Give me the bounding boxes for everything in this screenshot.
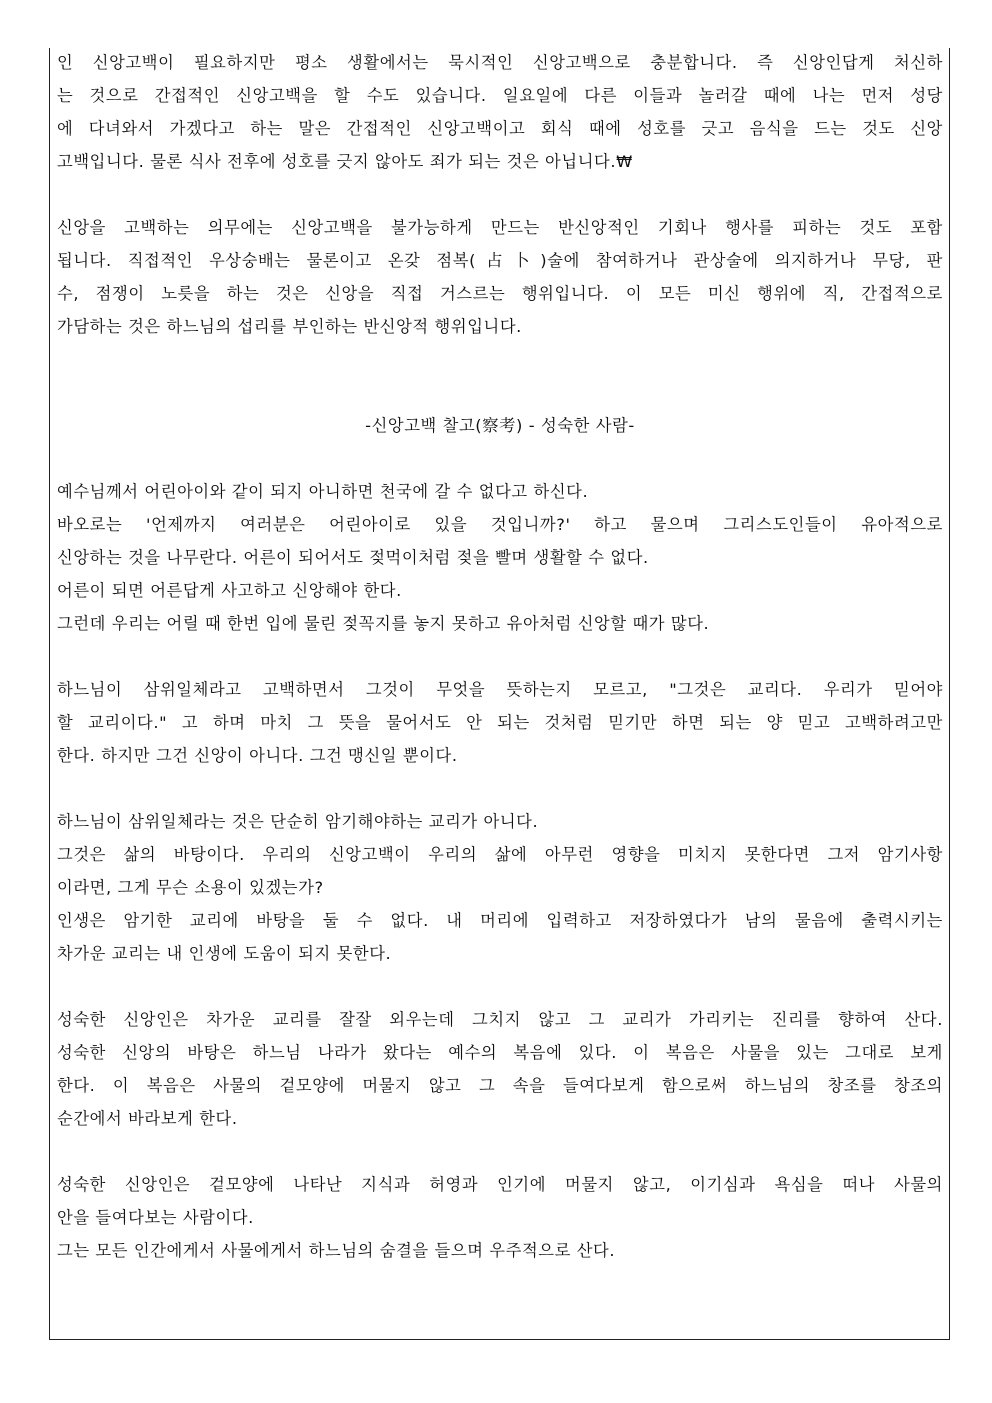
- text-line: 할 교리이다." 고 하며 마치 그 뜻을 물어서도 안 되는 것처럼 믿기만 하면 되는 양 믿고 고백하려고만: [57, 713, 943, 732]
- paragraph-implicit-confession: [57, 46, 943, 178]
- text-line: 는 것으로 간접적인 신앙고백을 할 수도 있습니다. 일요일에 다른 이들과 놀러갈 때에 나는 먼저 성당: [57, 86, 943, 105]
- text-line: 한다. 이 복음은 사물의 겉모양에 머물지 않고 그 속을 들여다보게 함으로써 하느님의 창조를 창조의: [57, 1076, 943, 1095]
- text-line: 하느님이 삼위일체라는 것은 단순히 암기해야하는 교리가 아니다.: [57, 812, 539, 831]
- text-line: 그런데 우리는 어릴 때 한번 입에 물린 젖꼭지를 놓지 못하고 유아처럼 신앙할 때가 많다.: [57, 614, 710, 633]
- text-line: 그는 모든 인간에게서 사물에게서 하느님의 숨결을 들으며 우주적으로 산다.: [57, 1241, 616, 1260]
- text-line: 차가운 교리는 내 인생에 도움이 되지 못한다.: [57, 944, 392, 963]
- text-line: 수, 점쟁이 노릇을 하는 것은 신앙을 직접 거스르는 행위입니다. 이 모든 미신 행위에 직, 간접적으로: [57, 284, 943, 303]
- text-line: 인 신앙고백이 필요하지만 평소 생활에서는 묵시적인 신앙고백으로 충분합니다. 즉 신앙인답게 처신하: [57, 53, 943, 72]
- text-line: 안을 들여다보는 사람이다.: [57, 1208, 254, 1227]
- text-line: 예수님께서 어린아이와 같이 되지 아니하면 천국에 갈 수 없다고 하신다.: [57, 482, 589, 501]
- text-line: 성숙한 신앙의 바탕은 하느님 나라가 왔다는 예수의 복음에 있다. 이 복음은 사물을 있는 그대로 보게: [57, 1043, 943, 1062]
- text-line: 신앙하는 것을 나무란다. 어른이 되어서도 젖먹이처럼 젖을 빨며 생활할 수 없다.: [57, 548, 649, 567]
- section-title: -신앙고백 찰고(察考) - 성숙한 사람-: [365, 416, 635, 435]
- paragraph-childlike-faith: [57, 475, 943, 640]
- paragraph-trinity-confession: [57, 673, 943, 772]
- document-body: [57, 46, 943, 1267]
- text-line: 신앙을 고백하는 의무에는 신앙고백을 불가능하게 만드는 반신앙적인 기회나 행사를 피하는 것도 포함: [57, 218, 943, 237]
- text-line: 고백입니다. 물론 식사 전후에 성호를 긋지 않아도 죄가 되는 것은 아닙니다.₩: [57, 152, 633, 171]
- text-line: 바오로는 '언제까지 여러분은 어린아이로 있을 것입니까?' 하고 물으며 그리스도인들이 유아적으로: [57, 515, 943, 534]
- paragraph-looking-within: [57, 1168, 943, 1267]
- text-line: 에 다녀와서 가겠다고 하는 말은 간접적인 신앙고백이고 회식 때에 성호를 긋고 음식을 드는 것도 신앙: [57, 119, 943, 138]
- text-line: 성숙한 신앙인은 겉모양에 나타난 지식과 허영과 인기에 머물지 않고, 이기심과 욕심을 떠나 사물의: [57, 1175, 943, 1194]
- text-line: 어른이 되면 어른답게 사고하고 신앙해야 한다.: [57, 581, 402, 600]
- text-line: 성숙한 신앙인은 차가운 교리를 잘잘 외우는데 그치지 않고 그 교리가 가리키는 진리를 향하여 산다.: [57, 1010, 943, 1029]
- text-line: 하느님이 삼위일체라고 고백하면서 그것이 무엇을 뜻하는지 모르고, "그것은 교리다. 우리가 믿어야: [57, 680, 943, 699]
- text-line: 이라면, 그게 무슨 소용이 있겠는가?: [57, 878, 324, 897]
- text-line: 됩니다. 직접적인 우상숭배는 물론이고 온갖 점복(占卜)술에 참여하거나 관상술에 의지하거나 무당, 판: [57, 251, 943, 270]
- text-line: 그것은 삶의 바탕이다. 우리의 신앙고백이 우리의 삶에 아무런 영향을 미치지 못한다면 그저 암기사항: [57, 845, 943, 864]
- paragraph-duty-of-confession: [57, 211, 943, 343]
- text-line: 가담하는 것은 하느님의 섭리를 부인하는 반신앙적 행위입니다.: [57, 317, 522, 336]
- text-line: 순간에서 바라보게 한다.: [57, 1109, 238, 1128]
- text-line: 한다. 하지만 그건 신앙이 아니다. 그건 맹신일 뿐이다.: [57, 746, 458, 765]
- text-line: 인생은 암기한 교리에 바탕을 둘 수 없다. 내 머리에 입력하고 저장하였다가 남의 물음에 출력시키는: [57, 911, 943, 930]
- paragraph-mature-believer: [57, 1003, 943, 1135]
- paragraph-foundation-of-life: [57, 805, 943, 970]
